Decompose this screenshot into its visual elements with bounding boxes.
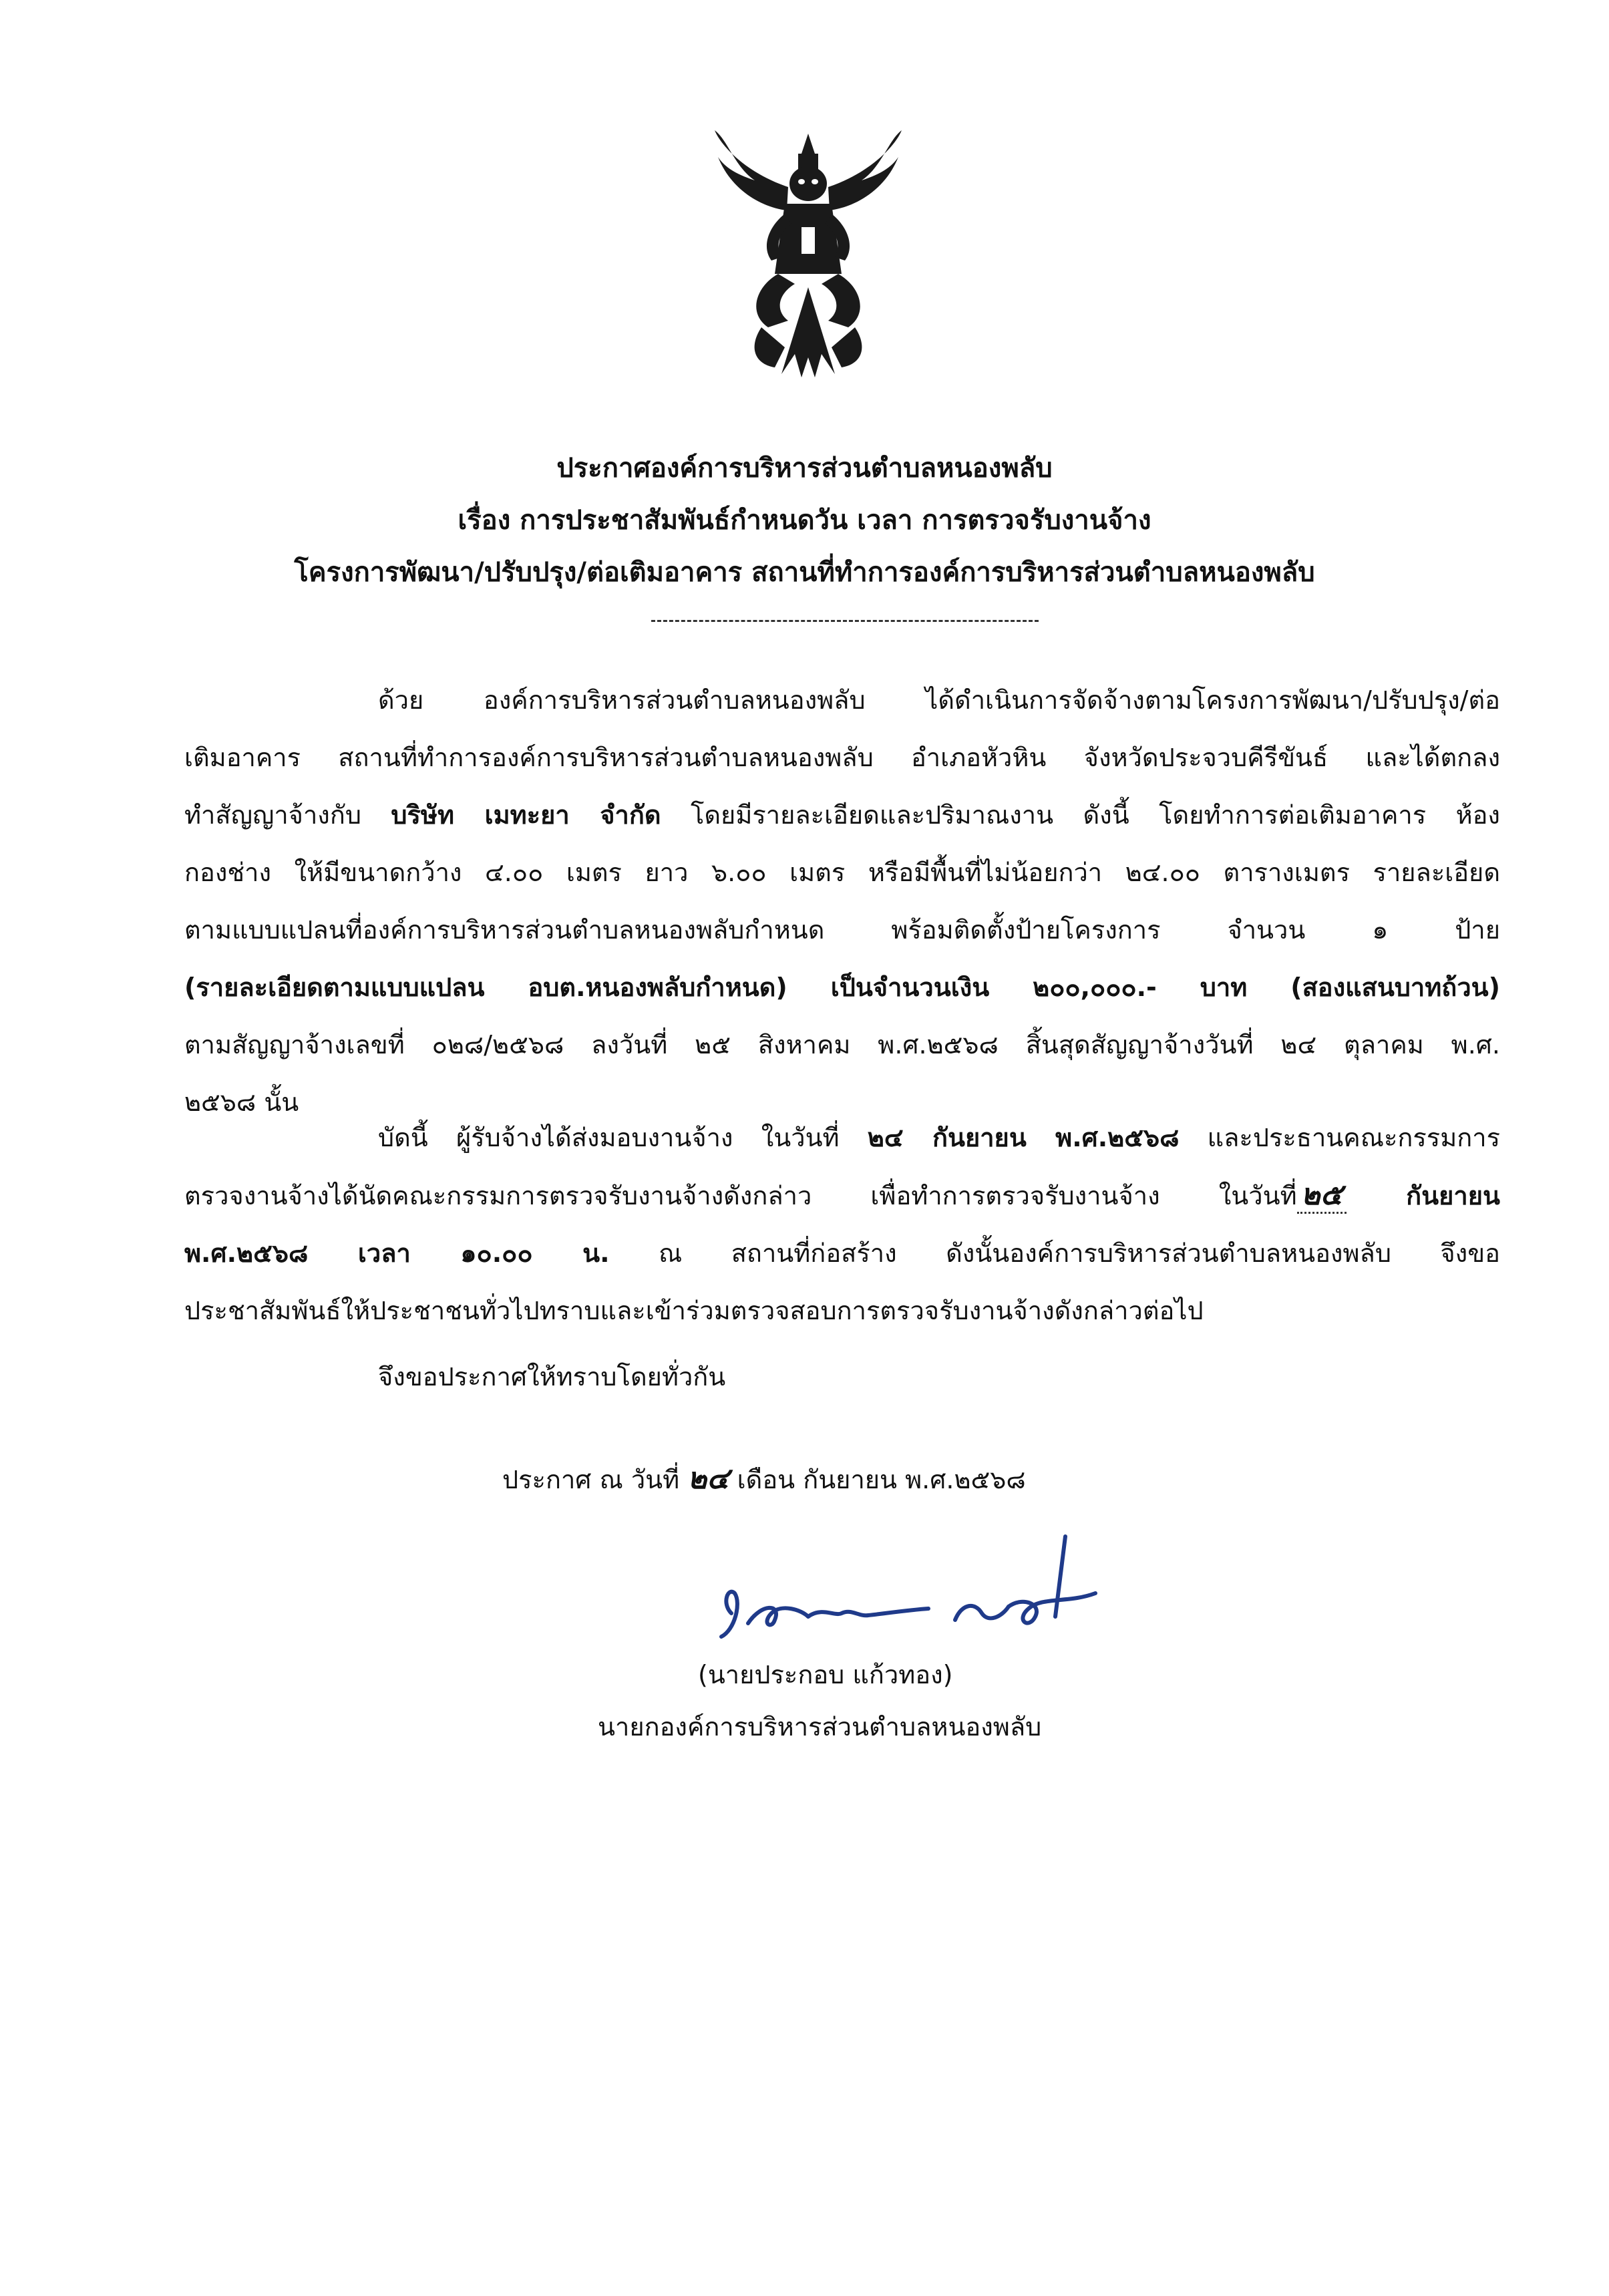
paragraph-line: กองช่าง ให้มีขนาดกว้าง ๔.๐๐ เมตร ยาว ๖.๐๐ เมตร หรือมีพื้นที่ไม่น้อยกว่า ๒๔.๐๐ ตารางเมตร รายละเอียด — [184, 858, 1500, 887]
announcement-subject: เรื่อง การประชาสัมพันธ์กำหนดวัน เวลา การตรวจรับงานจ้าง — [458, 505, 1151, 536]
paragraph-line: ด้วย องค์การบริหารส่วนตำบลหนองพลับ ได้ดำเนินการจัดจ้างตามโครงการพัฒนา/ปรับปรุง/ต่อ — [378, 685, 1500, 715]
signer-position: นายกองค์การบริหารส่วนตำบลหนองพลับ — [598, 1712, 1042, 1742]
garuda-emblem — [708, 127, 908, 381]
paragraph-line: ตามสัญญาจ้างเลขที่ ๐๒๘/๒๕๖๘ ลงวันที่ ๒๕ สิงหาคม พ.ศ.๒๕๖๘ สิ้นสุดสัญญาจ้างวันที่ ๒๔ ตุลาคม พ.ศ. — [184, 1030, 1500, 1059]
announcement-day-handwritten: ๒๔ — [687, 1462, 729, 1496]
signature — [708, 1530, 1109, 1657]
paragraph-line: บัดนี้ ผู้รับจ้างได้ส่งมอบงานจ้าง ในวันที่ ๒๔ กันยายน พ.ศ.๒๕๖๘ และประธานคณะกรรมการ — [378, 1123, 1500, 1152]
project-title: โครงการพัฒนา/ปรับปรุง/ต่อเติมอาคาร สถานที่ทำการองค์การบริหารส่วนตำบลหนองพลับ — [294, 557, 1315, 588]
signer-name: (นายประกอบ แก้วทอง) — [698, 1660, 953, 1689]
inspection-date-time: พ.ศ.๒๕๖๘ เวลา ๑๐.๐๐ น. — [184, 1239, 610, 1268]
paragraph-line: ๒๕๖๘ นั้น — [184, 1088, 299, 1117]
delivery-date: ๒๔ กันยายน พ.ศ.๒๕๖๘ — [867, 1123, 1180, 1152]
paragraph-line: เติมอาคาร สถานที่ทำการองค์การบริหารส่วนตำบลหนองพลับ อำเภอหัวหิน จังหวัดประจวบคีรีขันธ์ และได้ตกลง — [184, 743, 1500, 772]
contract-amount: (รายละเอียดตามแบบแปลน อบต.หนองพลับกำหนด) เป็นจำนวนเงิน ๒๐๐,๐๐๐.- บาท (สองแสนบาทถ้วน) — [184, 973, 1500, 1002]
paragraph-line: ตรวจงานจ้างได้นัดคณะกรรมการตรวจรับงานจ้างดังกล่าว เพื่อทำการตรวจรับงานจ้าง ในวันที่ ๒๕ กันยายน — [184, 1166, 1500, 1224]
paragraph-line — [184, 959, 1500, 1016]
closing-statement: จึงขอประกาศให้ทราบโดยทั่วกัน — [378, 1362, 726, 1391]
paragraph-line: ตามแบบแปลนที่องค์การบริหารส่วนตำบลหนองพลับกำหนด พร้อมติดตั้งป้ายโครงการ จำนวน ๑ ป้าย — [184, 915, 1500, 945]
inspection-day-handwritten: ๒๕ — [1297, 1178, 1347, 1214]
paragraph-contract — [184, 671, 1500, 1131]
paragraph-inspection — [184, 1109, 1500, 1339]
paragraph-line: ประชาสัมพันธ์ให้ประชาชนทั่วไปทราบและเข้าร่วมตรวจสอบการตรวจรับงานจ้างดังกล่าวต่อไป — [184, 1296, 1204, 1325]
announcement-title: ประกาศองค์การบริหารส่วนตำบลหนองพลับ — [556, 453, 1053, 484]
paragraph-line: พ.ศ.๒๕๖๘ เวลา ๑๐.๐๐ น. ณ สถานที่ก่อสร้าง ดังนั้นองค์การบริหารส่วนตำบลหนองพลับ จึงขอ — [184, 1239, 1501, 1268]
contractor-name: บริษัท เมทะยา จำกัด — [391, 800, 661, 830]
announcement-date: ประกาศ ณ วันที่ ๒๔ เดือน กันยายน พ.ศ.๒๕๖๘ — [502, 1462, 1026, 1496]
title-divider — [651, 620, 1039, 622]
paragraph-line: ทำสัญญาจ้างกับ บริษัท เมทะยา จำกัด โดยมีรายละเอียดและปริมาณงาน ดังนี้ โดยทำการต่อเติมอาคาร ห้อง — [184, 800, 1500, 830]
